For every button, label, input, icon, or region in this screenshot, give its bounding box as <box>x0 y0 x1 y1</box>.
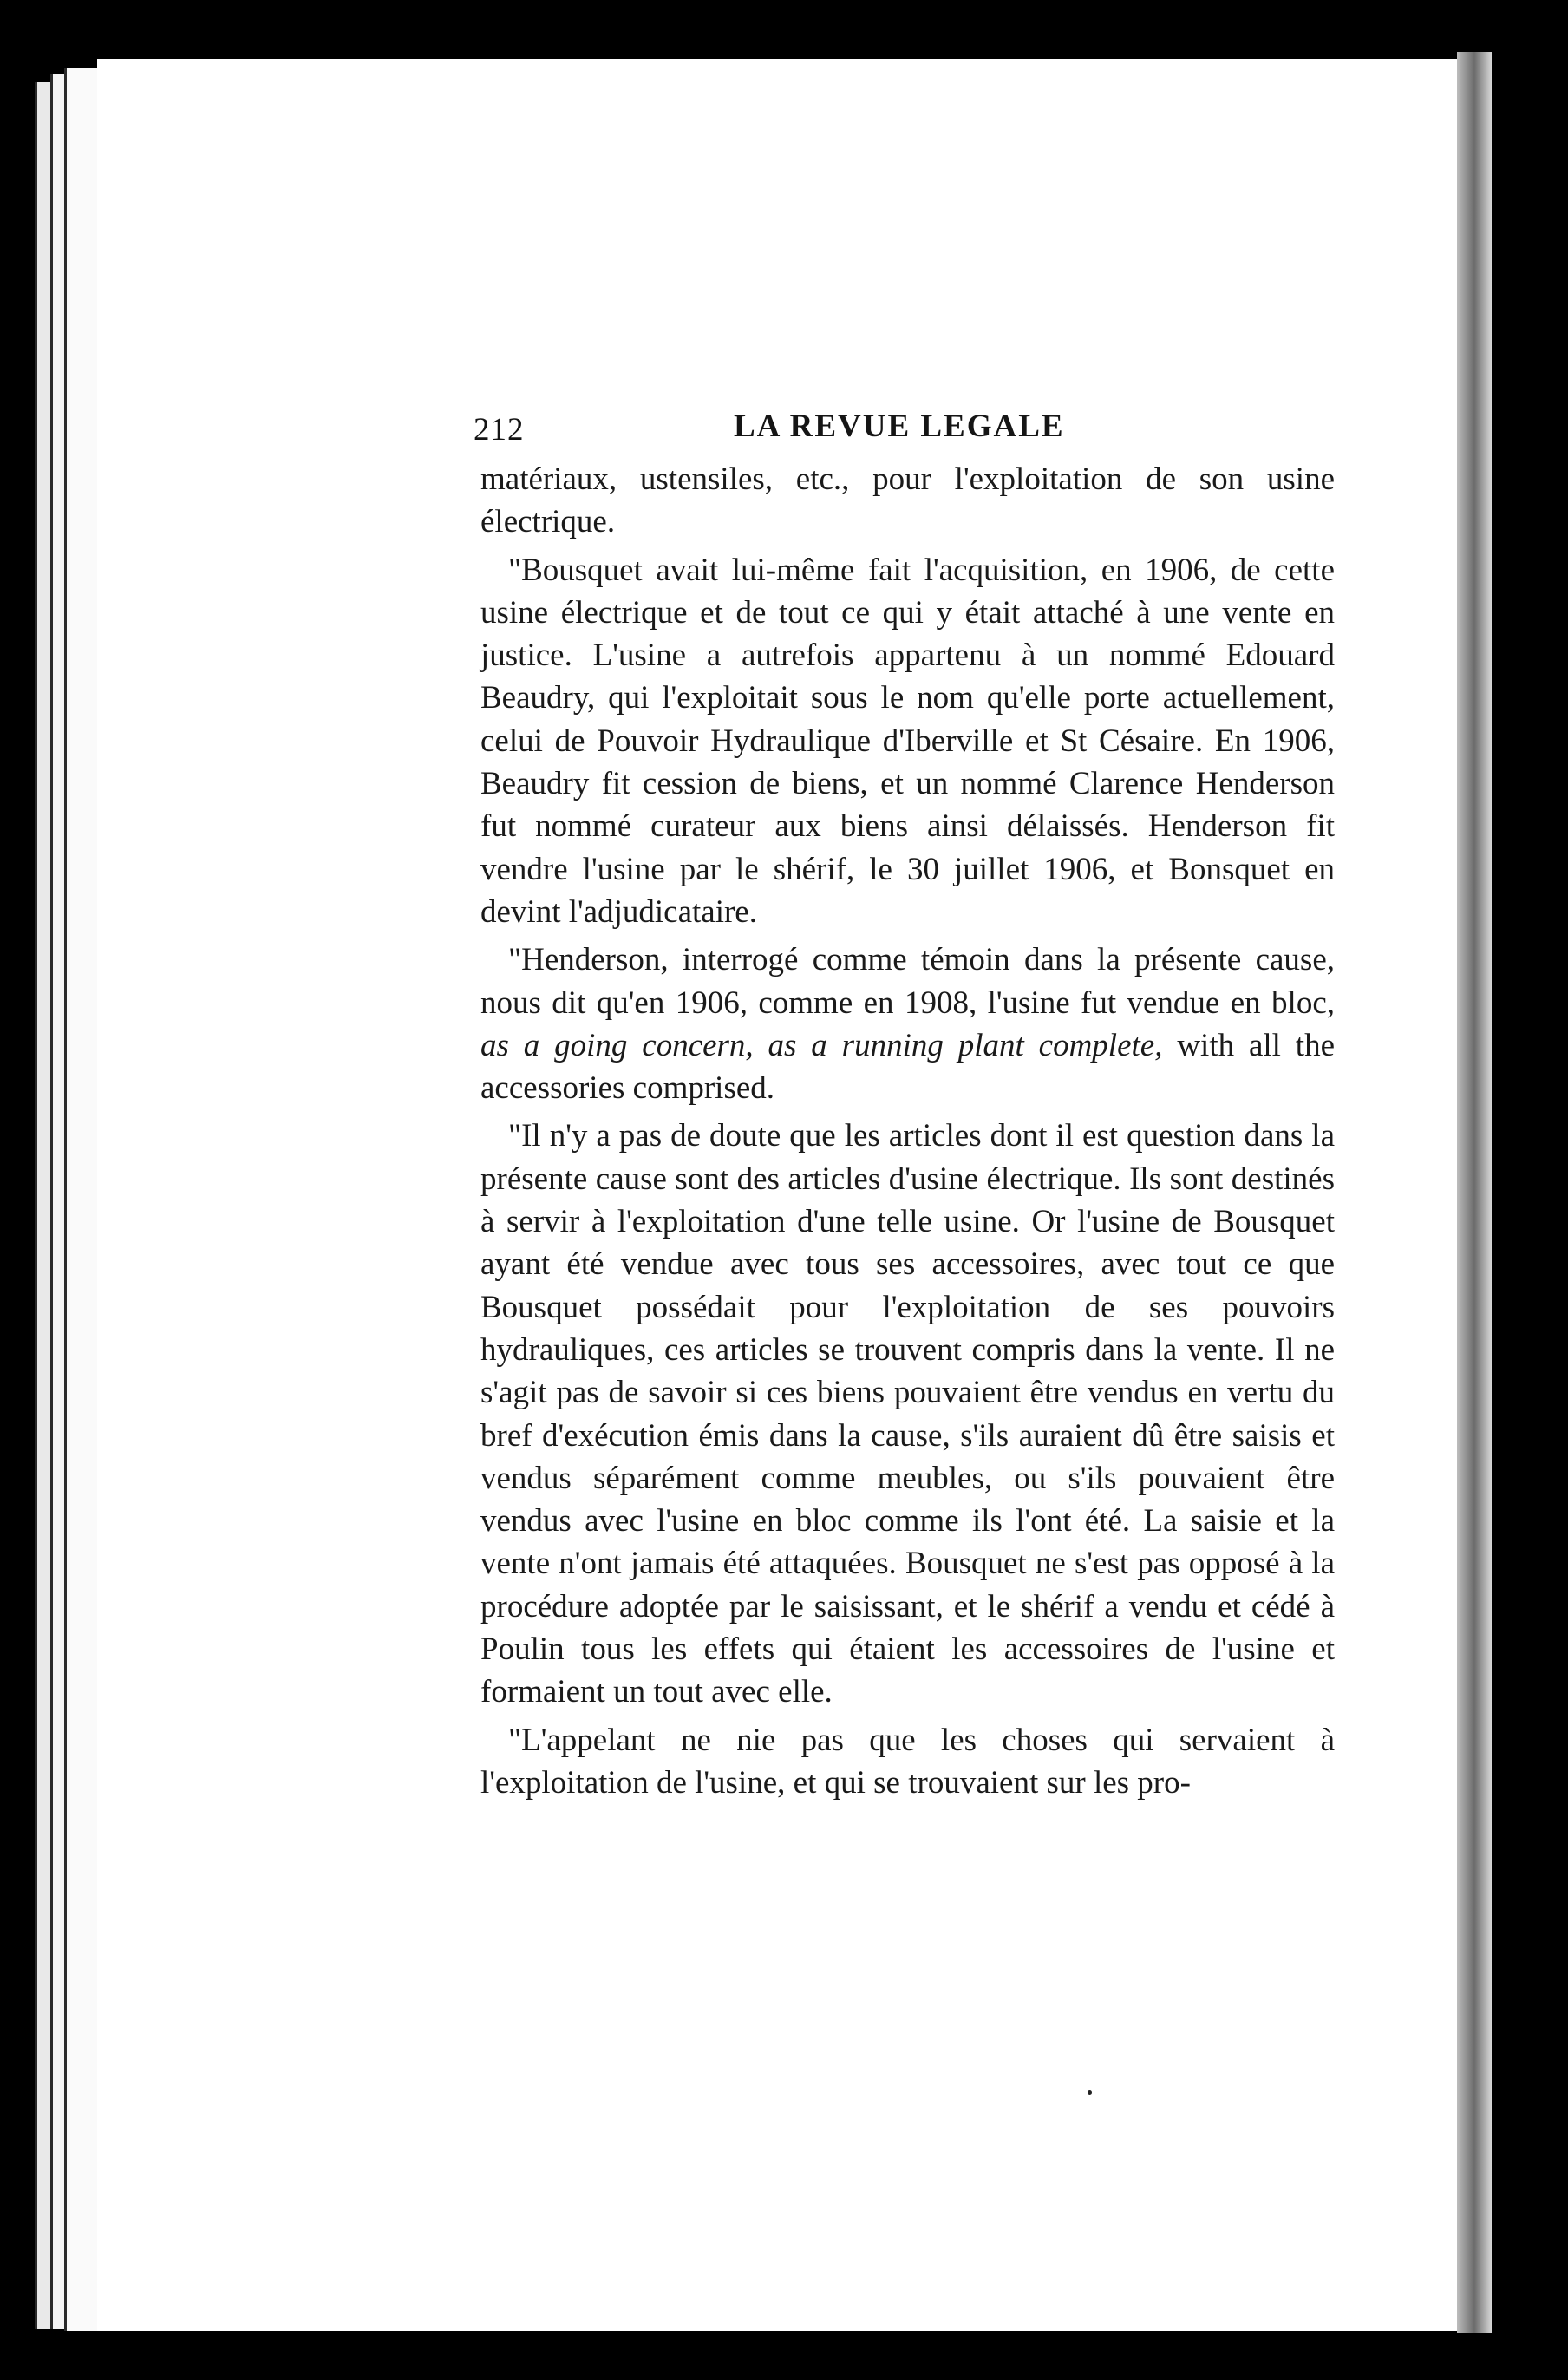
paragraph: "L'appelant ne nie pas que les choses qui servaient à l'exploitation de l'usine, et qui se trouvaient sur les pro- <box>480 1722 1335 1801</box>
page-header <box>474 411 1358 463</box>
body-text <box>480 458 1335 1804</box>
scan-speck <box>1088 2090 1092 2095</box>
paragraph: "Bousquet avait lui-même fait l'acquisition, en 1906, de cette usine électrique et de tout ce qui y était attaché à une vente en justice. L'usine a autrefois appartenu à un nommé Edouard Beaudry, qui l'exploitait sous le nom qu'elle porte actuellement, celui de Pouvoir Hydraulique d'Iberville et St Césaire. En 1906, Beaudry fit cession de biens, et un nommé Clarence Henderson fut nommé curateur aux biens ainsi délaissés. Henderson fit vendre l'usine par le shérif, le 30 juillet 1906, et Bonsquet en devint l'adjudicataire. <box>480 552 1335 930</box>
page-number: 212 <box>474 412 525 448</box>
italic-phrase: as a going concern, as a running plant complete, <box>480 1027 1163 1063</box>
paragraph-text: "Henderson, interrogé comme témoin dans la présente cause, nous dit qu'en 1906, comme en 1908, l'usine fut vendue en bloc, <box>480 942 1335 1021</box>
paragraph-continuation: matériaux, ustensiles, etc., pour l'exploitation de son usine électrique. <box>480 461 1335 540</box>
running-title: LA REVUE LEGALE <box>734 409 1065 444</box>
paragraph <box>480 938 1335 1109</box>
paragraph: "Il n'y a pas de doute que les articles dont il est question dans la présente cause sont des articles d'usine électrique. Ils sont destinés à servir à l'exploitation d'une telle usine. Or l'usine de Bousquet ayant été vendue avec tous ses accessoires, avec tout ce que Bousquet possédait pour l'exploitation de ses pouvoirs hydrauliques, ces articles se trouvent compris dans la vente. Il ne s'agit pas de savoir si ces biens pouvaient être vendus en vertu du bref d'exécution émis dans la cause, s'ils auraient dû être saisis et vendus séparément comme meubles, ou s'ils pouvaient être vendus avec l'usine en bloc comme ils l'ont été. La saisie et la vente n'ont jamais été attaquées. Bousquet ne s'est pas opposé à la procédure adoptée par le saisissant, et le shérif a vendu et cédé à Poulin tous les effets qui étaient les accessoires de l'usine et formaient un tout avec elle. <box>480 1118 1335 1710</box>
book-gutter <box>1457 52 1492 2333</box>
paragraph-text: with all the accessories comprised. <box>480 1027 1336 1107</box>
